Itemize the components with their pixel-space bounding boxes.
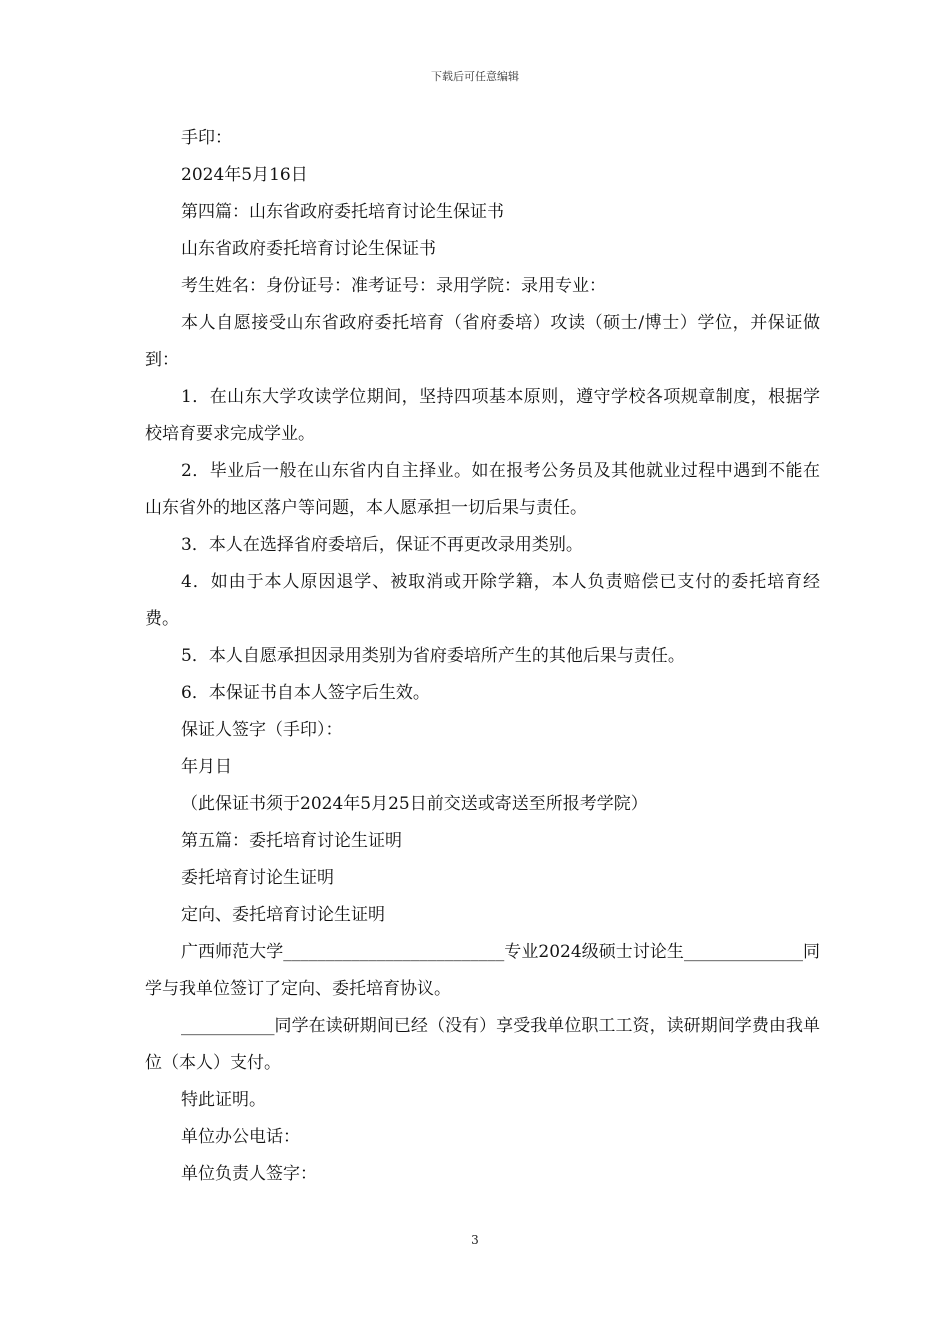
section-title-5: 第五篇：委托培育讨论生证明: [181, 831, 402, 851]
paragraph-2: 2024年5月16日: [181, 165, 308, 185]
hereby-certify: 特此证明。: [181, 1090, 266, 1110]
certificate-subtitle: 定向、委托培育讨论生证明: [181, 905, 385, 925]
certificate-paragraph-2: ___________同学在读研期间已经（没有）享受我单位职工工资，读研期间学费由我单位（本人）支付。: [145, 1016, 820, 1073]
pledge-item-5: 5．本人自愿承担因录用类别为省府委培所产生的其他后果与责任。: [181, 646, 685, 666]
paragraph-pledge-intro: 本人自愿接受山东省政府委托培育（省府委培）攻读（硕士/博士）学位，并保证做到：: [145, 313, 820, 370]
document-title-5: 委托培育讨论生证明: [181, 868, 334, 888]
certificate-paragraph-1: 广西师范大学__________________________专业2024级硕士讨论生______________同学与我单位签订了定向、委托培育协议。: [145, 942, 820, 999]
page-number: 3: [471, 1233, 479, 1247]
pledge-item-2: 2．毕业后一般在山东省内自主择业。如在报考公务员及其他就业过程中遇到不能在山东省外的地区落户等问题，本人愿承担一切后果与责任。: [145, 461, 820, 518]
responsible-signature-line: 单位负责人签字：: [181, 1164, 317, 1184]
office-phone-line: 单位办公电话：: [181, 1127, 300, 1147]
date-line: 年月日: [181, 757, 232, 777]
signature-line: 保证人签字（手印）：: [181, 720, 343, 740]
document-title-4: 山东省政府委托培育讨论生保证书: [181, 239, 436, 259]
paragraph-1: 手印：: [181, 128, 232, 148]
pledge-item-3: 3．本人在选择省府委培后，保证不再更改录用类别。: [181, 535, 583, 555]
deadline-note: （此保证书须于2024年5月25日前交送或寄送至所报考学院）: [181, 794, 648, 814]
pledge-item-1: 1．在山东大学攻读学位期间，坚持四项基本原则，遵守学校各项规章制度，根据学校培育要求完成学业。: [145, 387, 820, 444]
section-title-4: 第四篇：山东省政府委托培育讨论生保证书: [181, 202, 504, 222]
candidate-info-line: 考生姓名：身份证号：准考证号：录用学院：录用专业：: [181, 276, 606, 296]
page-header: 下载后可任意编辑: [431, 70, 519, 83]
pledge-item-6: 6．本保证书自本人签字后生效。: [181, 683, 430, 703]
document-body: [145, 120, 820, 1193]
pledge-item-4: 4．如由于本人原因退学、被取消或开除学籍，本人负责赔偿已支付的委托培育经费。: [145, 572, 820, 629]
